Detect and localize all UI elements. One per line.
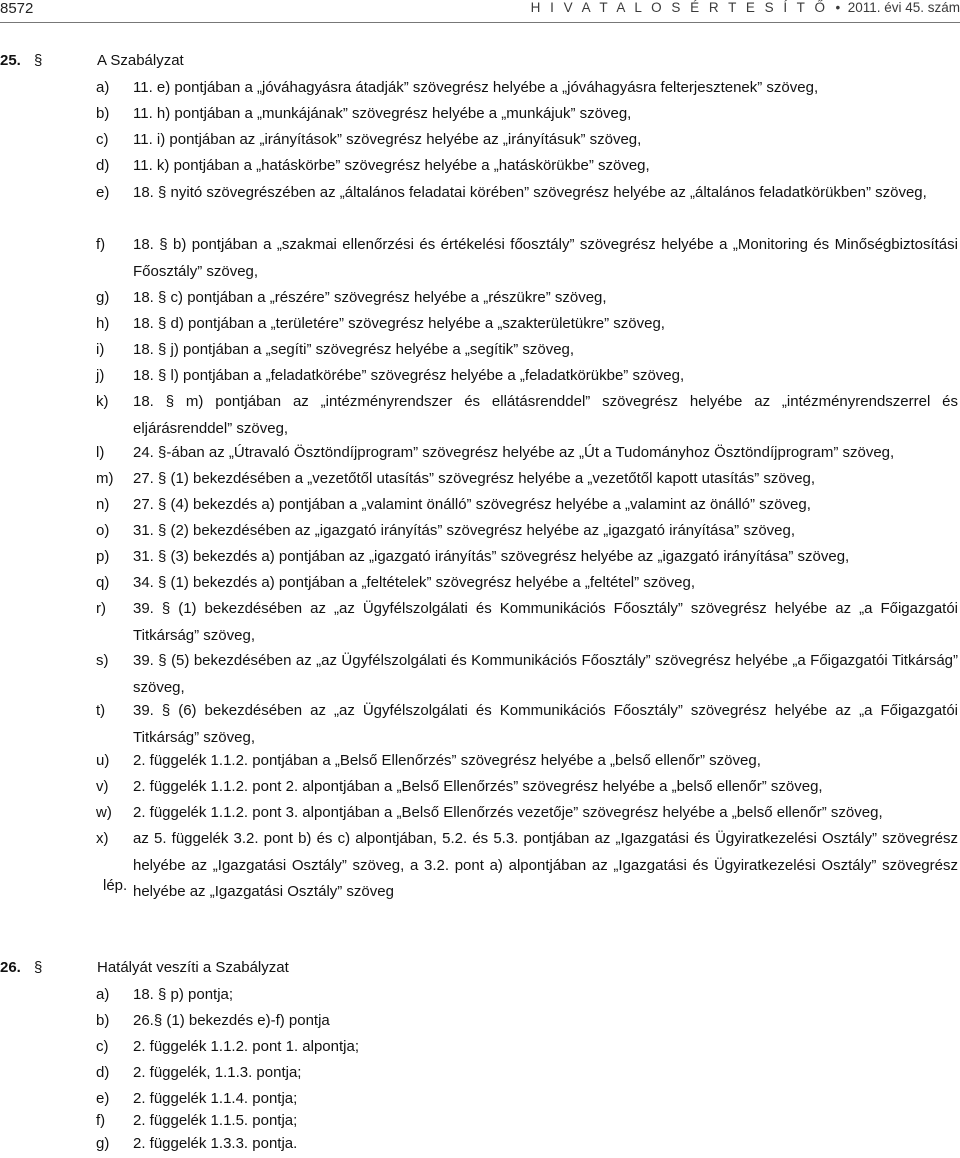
paragraph-symbol: § xyxy=(34,52,43,69)
item-label: e) xyxy=(96,184,110,201)
item-text: 18. § m) pontjában az „intézményrendszer és ellátásrenddel” szövegrész helyébe az „intézményrendszerrel és eljárásrenddel” szöveg, xyxy=(133,393,958,437)
item-text: 18. § d) pontjában a „területére” szövegrész helyébe a „szakterületükre” szöveg, xyxy=(133,315,665,332)
item-text: 2. függelék 1.1.2. pont 3. alpontjában a „Belső Ellenőrzés vezetője” szövegrész helyébe a „belső ellenőr” szöveg, xyxy=(133,804,883,821)
item-label: b) xyxy=(96,1012,110,1029)
item-label: r) xyxy=(96,600,106,617)
item-label: t) xyxy=(96,702,106,719)
section-title: A Szabályzat xyxy=(97,52,184,69)
item-label: d) xyxy=(96,157,110,174)
item-text: 2. függelék 1.3.3. pontja. xyxy=(133,1135,298,1152)
item-label: n) xyxy=(96,496,110,513)
section-number: 25. xyxy=(0,52,21,69)
journal-name: H I V A T A L O S É R T E S Í T Ő xyxy=(530,0,828,15)
item-text: 34. § (1) bekezdés a) pontjában a „feltételek” szövegrész helyébe a „feltétel” szöveg, xyxy=(133,574,695,591)
item-text: 2. függelék, 1.1.3. pontja; xyxy=(133,1064,302,1081)
item-text: 11. k) pontjában a „hatáskörbe” szövegrész helyébe a „hatáskörükbe” szöveg, xyxy=(133,157,650,174)
item-label: i) xyxy=(96,341,105,358)
item-text: 11. e) pontjában a „jóváhagyásra átadják” szövegrész helyébe a „jóváhagyásra felterjesztenek” szöveg, xyxy=(133,79,819,96)
item-label: e) xyxy=(96,1090,110,1107)
item-label: s) xyxy=(96,652,109,669)
item-label: q) xyxy=(96,574,110,591)
item-text: 2. függelék 1.1.2. pont 2. alpontjában a „Belső Ellenőrzés” szövegrész helyébe a „belső ellenőr” szöveg, xyxy=(133,778,823,795)
item-label: u) xyxy=(96,752,110,769)
paragraph-symbol: § xyxy=(34,959,43,976)
item-text: 31. § (3) bekezdés a) pontjában az „igazgató irányítás” szövegrész helyébe az „igazgató irányítása” szöveg, xyxy=(133,548,850,565)
item-label: c) xyxy=(96,1038,109,1055)
item-label: x) xyxy=(96,830,109,847)
item-label: k) xyxy=(96,393,109,410)
item-label: f) xyxy=(96,236,106,253)
item-label: b) xyxy=(96,105,110,122)
item-label: g) xyxy=(96,289,110,306)
item-label: c) xyxy=(96,131,109,148)
item-text: az 5. függelék 3.2. pont b) és c) alpontjában, 5.2. és 5.3. pontjában az „Igazgatási és Ügyiratkezelési Osztály” szövegrész helyébe az „Igazgatási Osztály” szöveg, a 3.2. pont a) alpontjában az „Igazgatási és Ügyiratkezelési Osztály” szövegrész helyébe az „Igazgatási Osztály” szöveg xyxy=(133,830,958,900)
item-text: 27. § (4) bekezdés a) pontjában a „valamint önálló” szövegrész helyébe a „valamint az önálló” szöveg, xyxy=(133,496,811,513)
item-text: 18. § j) pontjában a „segíti” szövegrész helyébe a „segítik” szöveg, xyxy=(133,341,575,358)
item-text: 2. függelék 1.1.2. pont 1. alpontja; xyxy=(133,1038,360,1055)
item-text: 39. § (5) bekezdésében az „az Ügyfélszolgálati és Kommunikációs Főosztály” szövegrész helyébe „a Főigazgatói Titkárság” szöveg, xyxy=(133,652,958,696)
item-label: m) xyxy=(96,470,114,487)
section-title: Hatályát veszíti a Szabályzat xyxy=(97,959,289,976)
item-text: 26.§ (1) bekezdés e)-f) pontja xyxy=(133,1012,330,1029)
item-label: a) xyxy=(96,79,110,96)
item-text: 11. i) pontjában az „irányítások” szövegrész helyébe az „irányításuk” szöveg, xyxy=(133,131,642,148)
item-label: j) xyxy=(96,367,105,384)
page-number: 8572 xyxy=(0,0,34,17)
item-text: 24. §-ában az „Útravaló Ösztöndíjprogram” szövegrész helyébe az „Út a Tudományhoz Ösztöndíjprogram” szöveg, xyxy=(133,444,895,461)
item-label: a) xyxy=(96,986,110,1003)
item-label: d) xyxy=(96,1064,110,1081)
item-label: h) xyxy=(96,315,110,332)
journal-issue: 2011. évi 45. szám xyxy=(847,0,960,15)
item-text: 18. § p) pontja; xyxy=(133,986,234,1003)
item-label: f) xyxy=(96,1112,106,1129)
item-text: 2. függelék 1.1.5. pontja; xyxy=(133,1112,298,1129)
item-label: o) xyxy=(96,522,110,539)
item-text: 18. § c) pontjában a „részére” szövegrész helyébe a „részükre” szöveg, xyxy=(133,289,607,306)
section-number: 26. xyxy=(0,959,21,976)
item-label: l) xyxy=(96,444,105,461)
item-text: 39. § (1) bekezdésében az „az Ügyfélszolgálati és Kommunikációs Főosztály” szövegrész helyébe az „a Főigazgatói Titkárság” szöveg, xyxy=(133,600,958,644)
item-text: 2. függelék 1.1.2. pontjában a „Belső Ellenőrzés” szövegrész helyébe a „belső ellenőr” szöveg, xyxy=(133,752,761,769)
item-label: v) xyxy=(96,778,109,795)
item-text: 11. h) pontjában a „munkájának” szövegrész helyébe a „munkájuk” szöveg, xyxy=(133,105,632,122)
item-label: w) xyxy=(96,804,112,821)
journal-title: H I V A T A L O S É R T E S Í T Ő • 2011. évi 45. szám xyxy=(530,0,960,15)
item-text: 18. § l) pontjában a „feladatkörébe” szövegrész helyébe a „feladatkörükbe” szöveg, xyxy=(133,367,685,384)
item-text: 31. § (2) bekezdésében az „igazgató irányítás” szövegrész helyébe az „igazgató irányítása” szöveg, xyxy=(133,522,796,539)
item-label: p) xyxy=(96,548,110,565)
item-text: 39. § (6) bekezdésében az „az Ügyfélszolgálati és Kommunikációs Főosztály” szövegrész helyébe az „a Főigazgatói Titkárság” szöveg, xyxy=(133,702,958,746)
item-text: 18. § nyitó szövegrészében az „általános feladatai körében” szövegrész helyébe az „általános feladatkörükben” szöveg, xyxy=(133,184,927,201)
page-header xyxy=(0,0,960,22)
item-label: g) xyxy=(96,1135,110,1152)
item-text: 18. § b) pontjában a „szakmai ellenőrzési és értékelési főosztály” szövegrész helyébe a „Monitoring és Minőségbiztosítási Főosztály” szöveg, xyxy=(133,236,958,280)
closing-word: lép. xyxy=(103,877,128,894)
item-text: 27. § (1) bekezdésében a „vezetőtől utasítás” szövegrész helyébe a „vezetőtől kapott utasítás” szöveg, xyxy=(133,470,816,487)
item-text: 2. függelék 1.1.4. pontja; xyxy=(133,1090,298,1107)
header-rule xyxy=(0,22,960,23)
